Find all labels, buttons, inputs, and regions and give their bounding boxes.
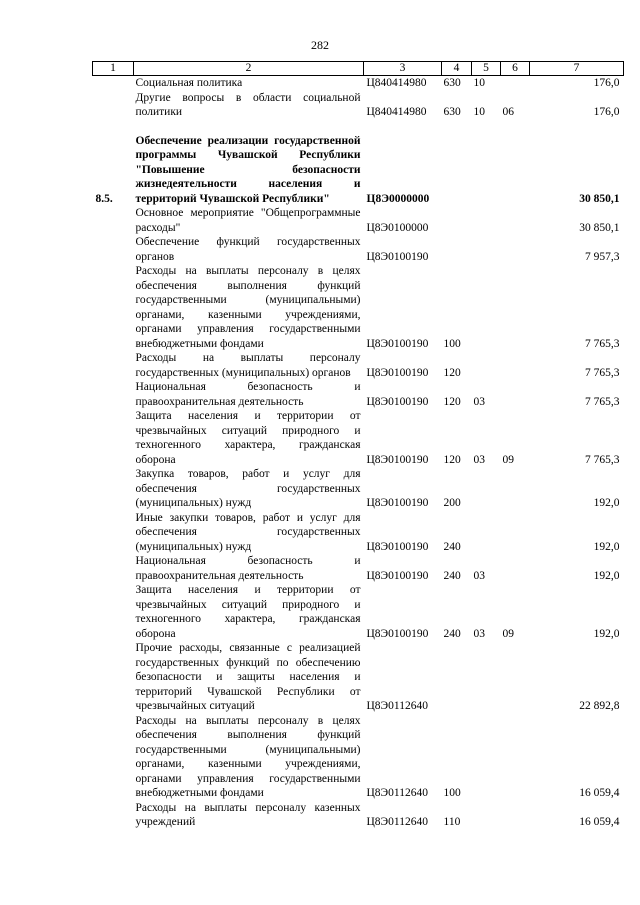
row-amount: 7 957,3 [585,250,620,263]
row-amount: 16 059,4 [579,787,620,799]
budget-table [92,61,624,830]
row-target-code: Ц8Э0100190 [366,250,429,263]
row-subsection-code [501,235,530,264]
row-expense-type: 120 [443,366,461,379]
column-number-row [93,62,624,76]
row-expense-type: 110 [443,816,461,828]
column-header: 2 [134,62,364,76]
row-section-number [93,801,134,830]
row-amount: 176,0 [593,77,620,89]
row-subsection-code: 09 [502,453,514,466]
table-row [93,380,624,409]
row-target-code: Ц8Э0100190 [366,540,429,553]
row-amount: 7 765,3 [585,337,620,350]
row-section-code: 03 [473,395,485,408]
row-target-code: Ц8Э0000000 [366,192,430,205]
row-amount: 7 765,3 [585,395,620,408]
row-section-number [93,583,134,641]
row-amount: 192,0 [593,497,620,509]
row-subsection-code: 06 [502,106,514,118]
row-subsection-code [501,351,530,380]
row-section-code [472,264,501,351]
row-section-code [472,801,501,830]
table-row [93,801,624,830]
row-section-number [93,91,134,120]
row-item-name: Прочие расходы, связанные с реализацией государственных функций по обеспечению безопасности и защиты населения и территорий Чувашской Республики от чрезвычайных ситуаций [135,642,361,712]
row-item-name: Защита населения и территории от чрезвычайных ситуаций природного и техногенного характера, гражданская оборона [135,410,361,466]
row-item-name: Расходы на выплаты персоналу в целях обеспечения выполнения функций государственными (муниципальными) органами, казенными учреждениями, органами управления государственными внебюджетными фондами [135,714,361,799]
row-subsection-code [501,511,530,555]
row-section-code: 03 [473,569,485,582]
column-header: 4 [442,62,472,76]
column-header: 3 [364,62,442,76]
row-item-name: Расходы на выплаты персоналу государственных (муниципальных) органов [135,352,361,379]
table-body [93,76,624,830]
table-row [93,409,624,467]
table-row [93,91,624,120]
row-section-number [93,714,134,801]
row-amount: 22 892,8 [579,700,620,712]
row-subsection-code [501,467,530,511]
row-section-number [93,206,134,235]
row-amount: 30 850,1 [579,221,620,234]
table-header [93,62,624,76]
row-section-code: 10 [473,77,485,89]
table-row [93,206,624,235]
row-item-name: Национальная безопасность и правоохранительная деятельность [135,555,361,582]
row-item-name: Социальная политика [135,77,243,89]
table-row [93,554,624,583]
row-subsection-code [501,76,530,91]
table-row [93,467,624,511]
row-target-code: Ц8Э0112640 [366,787,428,799]
row-item-name: Обеспечение реализации государственной программы Чувашской Республики "Повышение безопасности жизнедеятельности населения и территорий Чувашской Республики" [135,134,361,205]
row-section-code: 03 [473,453,485,466]
row-expense-type: 120 [443,395,461,408]
row-target-code: Ц8Э0100190 [366,366,429,379]
row-item-name: Закупка товаров, работ и услуг для обеспечения государственных (муниципальных) нужд [135,468,361,509]
row-spacer [93,120,624,134]
row-section-number [93,380,134,409]
row-item-name: Расходы на выплаты персоналу казенных учреждений [135,801,361,828]
table-row [93,714,624,801]
row-section-code [472,511,501,555]
row-item-name: Другие вопросы в области социальной политики [135,91,361,118]
row-expense-type [442,235,472,264]
row-section-code: 10 [473,106,485,118]
row-expense-type: 100 [443,337,461,350]
row-expense-type: 120 [443,453,461,466]
page-number: 282 [311,38,329,52]
row-section-code [472,641,501,714]
row-subsection-code: 09 [502,627,514,640]
row-section-number [93,554,134,583]
row-expense-type: 200 [443,497,461,509]
row-expense-type: 240 [443,569,461,582]
row-target-code: Ц8Э0112640 [366,700,428,712]
row-item-name: Национальная безопасность и правоохранительная деятельность [135,381,361,408]
row-item-name: Иные закупки товаров, работ и услуг для обеспечения государственных (муниципальных) нужд [135,511,361,553]
row-section-number [93,351,134,380]
row-section-code [472,714,501,801]
row-expense-type [442,206,472,235]
row-expense-type [442,641,472,714]
row-item-name: Обеспечение функций государственных органов [135,236,361,263]
row-amount: 176,0 [593,106,620,118]
row-section-code [472,351,501,380]
row-subsection-code [501,380,530,409]
spacer-cell [93,120,624,134]
table-row [93,641,624,714]
table-row [93,76,624,91]
row-amount: 192,0 [593,569,620,582]
row-target-code: Ц8Э0100190 [366,395,429,408]
table-row [93,235,624,264]
row-expense-type: 630 [443,106,461,118]
row-section-number [93,409,134,467]
column-header: 6 [501,62,530,76]
table-row [93,583,624,641]
row-target-code: Ц840414980 [366,77,427,89]
row-target-code: Ц8Э0100190 [366,337,429,350]
row-section-number [93,76,134,91]
row-expense-type: 240 [443,540,461,553]
row-expense-type [442,134,472,207]
row-section-number [93,264,134,351]
table-row [93,511,624,555]
row-target-code: Ц8Э0100190 [366,497,429,509]
row-amount: 16 059,4 [579,816,620,828]
row-subsection-code [501,801,530,830]
row-amount: 7 765,3 [585,453,620,466]
row-subsection-code [501,264,530,351]
row-section-code [472,467,501,511]
row-amount: 30 850,1 [579,192,620,205]
table-row [93,351,624,380]
row-amount: 192,0 [593,540,620,553]
row-target-code: Ц8Э0100190 [366,453,429,466]
row-section-code [472,235,501,264]
row-section-number [93,641,134,714]
row-subsection-code [501,206,530,235]
column-header: 5 [472,62,501,76]
row-subsection-code [501,714,530,801]
row-target-code: Ц8Э0112640 [366,816,428,828]
row-section-number: 8.5. [95,192,113,205]
row-section-number [93,511,134,555]
row-expense-type: 100 [443,787,461,799]
row-section-number [93,235,134,264]
table-row [93,264,624,351]
row-section-code [472,206,501,235]
row-section-code [472,134,501,207]
row-amount: 192,0 [593,627,620,640]
row-expense-type: 630 [443,77,461,89]
row-target-code: Ц8Э0100190 [366,569,429,582]
row-subsection-code [501,134,530,207]
row-subsection-code [501,554,530,583]
row-item-name: Расходы на выплаты персоналу в целях обеспечения выполнения функций государственными (муниципальными) органами, казенными учреждениями, органами управления государственными внебюджетными фондами [135,265,361,350]
row-expense-type: 240 [443,627,461,640]
row-item-name: Основное мероприятие "Общепрограммные расходы" [135,207,361,234]
row-section-code: 03 [473,627,485,640]
row-item-name: Защита населения и территории от чрезвычайных ситуаций природного и техногенного характера, гражданская оборона [135,584,361,640]
table-row [93,134,624,207]
row-subsection-code [501,641,530,714]
row-target-code: Ц840414980 [366,106,427,118]
row-target-code: Ц8Э0100000 [366,221,429,234]
column-header: 7 [530,62,624,76]
row-amount: 7 765,3 [585,366,620,379]
row-section-number [93,467,134,511]
column-header: 1 [93,62,134,76]
row-target-code: Ц8Э0100190 [366,627,429,640]
